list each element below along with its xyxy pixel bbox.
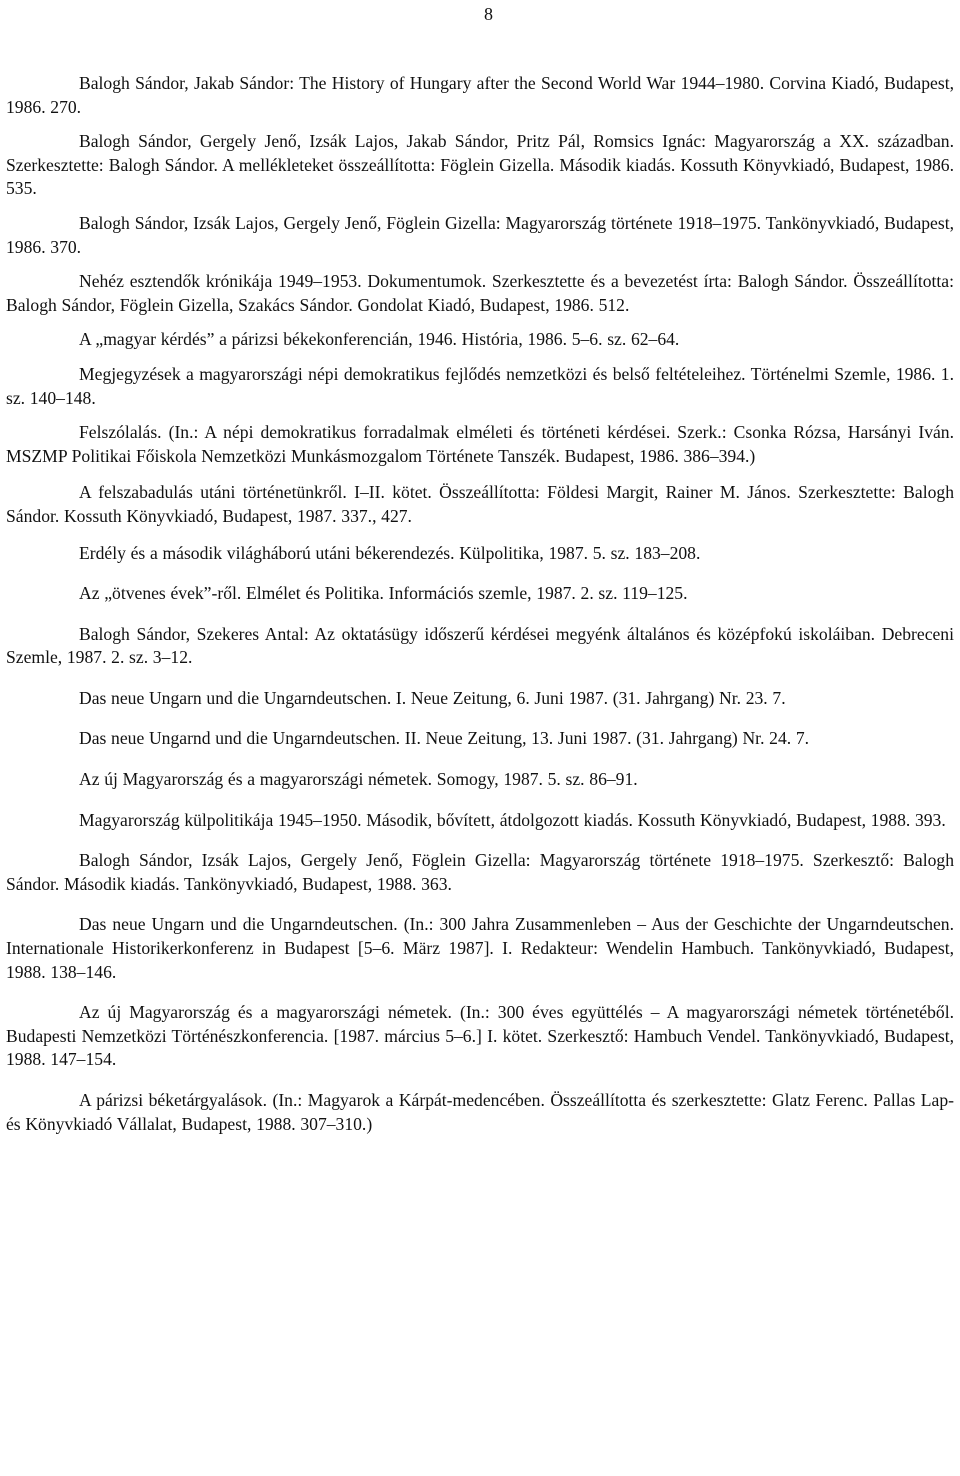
bibliography-entry: Erdély és a második világháború utáni békerendezés. Külpolitika, 1987. 5. sz. 183–208. — [79, 542, 701, 563]
bibliography-entry: Magyarország külpolitikája 1945–1950. Második, bővített, átdolgozott kiadás. Kossuth Könyvkiadó, Budapest, 1988. 393. — [79, 809, 946, 830]
bibliography-entry: Das neue Ungarn und die Ungarndeutschen. I. Neue Zeitung, 6. Juni 1987. (31. Jahrgang) Nr. 23. 7. — [79, 687, 786, 708]
bibliography-entry: Balogh Sándor, Izsák Lajos, Gergely Jenő, Föglein Gizella: Magyarország története 1918–1975. Tankönyvkiadó, Budapest, 1986. 370. — [6, 212, 954, 257]
bibliography-entry: A „magyar kérdés” a párizsi békekonferencián, 1946. História, 1986. 5–6. sz. 62–64. — [79, 329, 680, 350]
bibliography-entry: Az „ötvenes évek”-ről. Elmélet és Politika. Információs szemle, 1987. 2. sz. 119–125. — [79, 583, 688, 604]
bibliography-entry: Das neue Ungarn und die Ungarndeutschen. (In.: 300 Jahra Zusammenleben – Aus der Geschichte der Ungarndeutschen. Internationale Historikerkonferenz in Budapest [5–6. März 1987]. I. Redakteur: Wendelin Hambuch. Tankönyvkiadó, Budapest, 1988. 138–146. — [6, 914, 954, 982]
bibliography-entry: Megjegyzések a magyarországi népi demokratikus fejlődés nemzetközi és belső feltételeihez. Történelmi Szemle, 1986. 1. sz. 140–148. — [6, 363, 954, 408]
bibliography-entry: Das neue Ungarnd und die Ungarndeutschen. II. Neue Zeitung, 13. Juni 1987. (31. Jahrgang) Nr. 24. 7. — [79, 728, 810, 749]
bibliography-entry: Balogh Sándor, Szekeres Antal: Az oktatásügy időszerű kérdései megyénk általános és középfokú iskoláiban. Debreceni Szemle, 1987. 2. sz. 3–12. — [6, 623, 954, 668]
bibliography-entry: Balogh Sándor, Jakab Sándor: The History of Hungary after the Second World War 1944–1980. Corvina Kiadó, Budapest, 1986. 270. — [6, 73, 954, 117]
bibliography-entry: Felszólalás. (In.: A népi demokratikus forradalmak elméleti és történeti kérdései. Szerk.: Csonka Rózsa, Harsányi Iván. MSZMP Politikai Főiskola Nemzetközi Munkásmozgalom Története Tanszék. Budapest, 1986. 386–394.) — [6, 422, 954, 466]
page-number: 8 — [484, 4, 493, 24]
bibliography-entry: Az új Magyarország és a magyarországi németek. Somogy, 1987. 5. sz. 86–91. — [79, 769, 638, 790]
bibliography-entry: Balogh Sándor, Izsák Lajos, Gergely Jenő, Föglein Gizella: Magyarország története 1918–1975. Szerkesztő: Balogh Sándor. Második kiadás. Tankönyvkiadó, Budapest, 1988. 363. — [6, 850, 954, 894]
bibliography-entry: Balogh Sándor, Gergely Jenő, Izsák Lajos, Jakab Sándor, Pritz Pál, Romsics Ignác: Magyarország a XX. században. Szerkesztette: Balogh Sándor. A mellékleteket összeállította: Föglein Gizella. Második kiadás. Kossuth Könyvkiadó, Budapest, 1986. 535. — [6, 131, 954, 199]
bibliography-entry: A felszabadulás utáni történetünkről. I–II. kötet. Összeállította: Földesi Margit, Rainer M. János. Szerkesztette: Balogh Sándor. Kossuth Könyvkiadó, Budapest, 1987. 337., 427. — [6, 482, 954, 526]
bibliography-entry: Nehéz esztendők krónikája 1949–1953. Dokumentumok. Szerkesztette és a bevezetést írta: Balogh Sándor. Összeállította: Balogh Sándor, Föglein Gizella, Szakács Sándor. Gondolat Kiadó, Budapest, 1986. 512. — [6, 271, 954, 315]
bibliography-list — [6, 72, 954, 1147]
bibliography-entry: A párizsi béketárgyalások. (In.: Magyarok a Kárpát-medencében. Összeállította és szerkesztette: Glatz Ferenc. Pallas Lap- és Könyvkiadó Vállalat, Budapest, 1988. 307–310.) — [6, 1090, 954, 1134]
bibliography-entry: Az új Magyarország és a magyarországi németek. (In.: 300 éves együttélés – A magyarországi németek történetéből. Budapesti Nemzetközi Történészkonferencia. [1987. március 5–6.] I. kötet. Szerkesztő: Hambuch Vendel. Tankönyvkiadó, Budapest, 1988. 147–154. — [6, 1002, 954, 1070]
